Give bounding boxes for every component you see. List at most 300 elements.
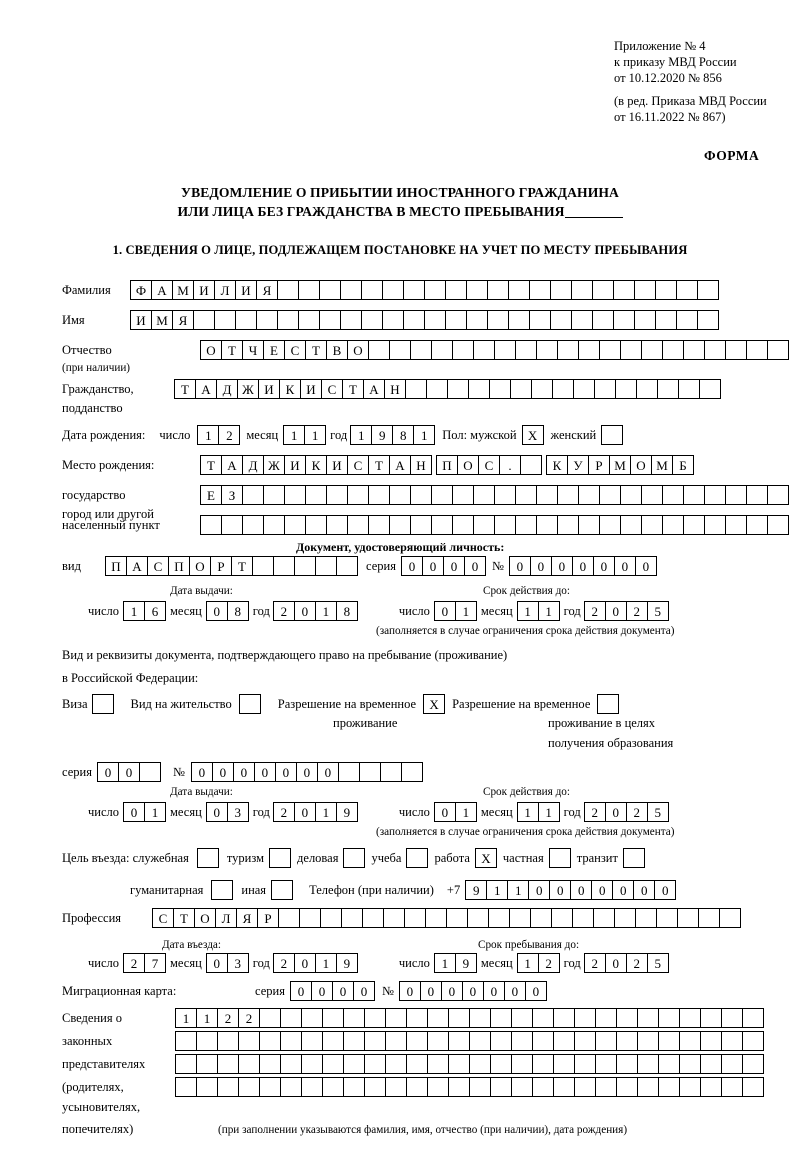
form-cell[interactable]: 0 — [549, 880, 571, 900]
form-cell[interactable] — [613, 280, 635, 300]
form-cell[interactable] — [405, 379, 427, 399]
form-cell[interactable]: 2 — [626, 802, 648, 822]
form-cell[interactable]: 6 — [144, 601, 166, 621]
form-cell[interactable] — [322, 1008, 344, 1028]
form-cell[interactable] — [406, 1054, 428, 1074]
form-cell[interactable] — [662, 515, 684, 535]
form-cell[interactable] — [242, 515, 264, 535]
form-cell[interactable] — [490, 1031, 512, 1051]
form-cell[interactable]: 0 — [353, 981, 375, 1001]
form-cell[interactable] — [658, 1054, 680, 1074]
form-cell[interactable] — [553, 1031, 575, 1051]
purpose-humanitarian-checkbox[interactable] — [211, 880, 233, 900]
form-cell[interactable]: . — [499, 455, 521, 475]
form-cell[interactable] — [431, 485, 453, 505]
form-cell[interactable] — [573, 379, 595, 399]
form-cell[interactable]: Т — [231, 556, 253, 576]
form-cell[interactable] — [315, 556, 337, 576]
form-cell[interactable] — [294, 556, 316, 576]
form-cell[interactable] — [494, 515, 516, 535]
form-cell[interactable] — [494, 340, 516, 360]
form-cell[interactable]: 0 — [530, 556, 552, 576]
form-cell[interactable] — [699, 379, 721, 399]
doc-valid-day-input[interactable] — [434, 601, 476, 621]
sex-female-checkbox[interactable] — [601, 425, 623, 445]
form-cell[interactable] — [697, 310, 719, 330]
form-cell[interactable]: 9 — [336, 802, 358, 822]
doc-type-input[interactable] — [105, 556, 357, 576]
form-cell[interactable] — [511, 1031, 533, 1051]
form-cell[interactable] — [574, 1054, 596, 1074]
form-cell[interactable] — [595, 1031, 617, 1051]
form-cell[interactable] — [326, 485, 348, 505]
form-cell[interactable]: 1 — [144, 802, 166, 822]
form-cell[interactable] — [767, 515, 789, 535]
form-cell[interactable]: К — [279, 379, 301, 399]
form-cell[interactable] — [489, 379, 511, 399]
form-cell[interactable]: 0 — [206, 601, 228, 621]
form-cell[interactable]: 1 — [197, 425, 219, 445]
form-cell[interactable] — [427, 1031, 449, 1051]
form-cell[interactable] — [637, 1031, 659, 1051]
form-cell[interactable] — [277, 280, 299, 300]
form-cell[interactable] — [553, 1054, 575, 1074]
form-cell[interactable]: 0 — [294, 601, 316, 621]
form-cell[interactable]: Т — [174, 379, 196, 399]
form-cell[interactable] — [676, 280, 698, 300]
edu-residence-checkbox[interactable] — [597, 694, 619, 714]
form-cell[interactable]: 0 — [443, 556, 465, 576]
doc-valid-year-input[interactable] — [584, 601, 668, 621]
form-cell[interactable]: 3 — [227, 802, 249, 822]
form-cell[interactable] — [704, 515, 726, 535]
form-cell[interactable] — [467, 908, 489, 928]
form-cell[interactable]: 0 — [635, 556, 657, 576]
form-cell[interactable]: И — [258, 379, 280, 399]
birth-place-city-part1-input[interactable] — [436, 455, 541, 475]
form-cell[interactable] — [238, 1031, 260, 1051]
form-cell[interactable] — [347, 515, 369, 535]
form-cell[interactable] — [305, 485, 327, 505]
form-cell[interactable]: В — [326, 340, 348, 360]
form-cell[interactable]: 0 — [311, 981, 333, 1001]
form-cell[interactable]: И — [235, 280, 257, 300]
form-cell[interactable] — [469, 1031, 491, 1051]
form-cell[interactable] — [322, 1031, 344, 1051]
form-cell[interactable]: М — [609, 455, 631, 475]
form-cell[interactable] — [725, 340, 747, 360]
form-cell[interactable] — [721, 1031, 743, 1051]
form-cell[interactable]: 5 — [647, 802, 669, 822]
form-cell[interactable]: Ж — [237, 379, 259, 399]
form-cell[interactable] — [273, 556, 295, 576]
form-cell[interactable] — [657, 379, 679, 399]
form-cell[interactable]: 7 — [144, 953, 166, 973]
form-cell[interactable] — [259, 1008, 281, 1028]
form-cell[interactable] — [746, 340, 768, 360]
form-cell[interactable] — [361, 310, 383, 330]
form-cell[interactable] — [656, 908, 678, 928]
form-cell[interactable] — [636, 379, 658, 399]
form-cell[interactable]: С — [347, 455, 369, 475]
form-cell[interactable]: 2 — [626, 601, 648, 621]
form-cell[interactable]: С — [147, 556, 169, 576]
form-cell[interactable] — [259, 1031, 281, 1051]
form-cell[interactable]: Д — [216, 379, 238, 399]
form-cell[interactable] — [406, 1008, 428, 1028]
form-cell[interactable] — [406, 1031, 428, 1051]
form-cell[interactable] — [658, 1077, 680, 1097]
form-cell[interactable] — [217, 1054, 239, 1074]
form-cell[interactable]: С — [321, 379, 343, 399]
form-cell[interactable] — [721, 1008, 743, 1028]
form-cell[interactable] — [490, 1077, 512, 1097]
form-cell[interactable]: К — [546, 455, 568, 475]
form-cell[interactable] — [515, 340, 537, 360]
form-cell[interactable] — [578, 340, 600, 360]
form-cell[interactable] — [742, 1077, 764, 1097]
form-cell[interactable]: О — [200, 340, 222, 360]
form-cell[interactable] — [473, 340, 495, 360]
form-cell[interactable] — [448, 1031, 470, 1051]
form-cell[interactable]: 1 — [517, 601, 539, 621]
form-cell[interactable] — [425, 908, 447, 928]
form-cell[interactable] — [553, 1077, 575, 1097]
entry-day-input[interactable] — [123, 953, 165, 973]
form-cell[interactable]: 1 — [486, 880, 508, 900]
form-cell[interactable] — [446, 908, 468, 928]
form-cell[interactable] — [406, 1077, 428, 1097]
purpose-business-checkbox[interactable] — [343, 848, 365, 868]
form-cell[interactable] — [487, 310, 509, 330]
form-cell[interactable] — [700, 1054, 722, 1074]
form-cell[interactable]: 0 — [509, 556, 531, 576]
form-cell[interactable]: Е — [263, 340, 285, 360]
form-cell[interactable] — [299, 908, 321, 928]
form-cell[interactable] — [217, 1077, 239, 1097]
form-cell[interactable] — [595, 1077, 617, 1097]
form-cell[interactable] — [362, 908, 384, 928]
form-cell[interactable]: О — [189, 556, 211, 576]
legal-rep-row3-input[interactable] — [175, 1054, 763, 1074]
form-cell[interactable] — [431, 340, 453, 360]
form-cell[interactable] — [532, 1054, 554, 1074]
form-cell[interactable] — [515, 485, 537, 505]
form-cell[interactable] — [511, 1077, 533, 1097]
form-cell[interactable] — [634, 280, 656, 300]
form-cell[interactable] — [368, 485, 390, 505]
form-cell[interactable] — [196, 1077, 218, 1097]
form-cell[interactable] — [448, 1008, 470, 1028]
form-cell[interactable] — [529, 280, 551, 300]
form-cell[interactable]: М — [651, 455, 673, 475]
form-cell[interactable] — [490, 1008, 512, 1028]
form-cell[interactable]: 0 — [206, 802, 228, 822]
form-cell[interactable] — [322, 1054, 344, 1074]
form-cell[interactable]: К — [305, 455, 327, 475]
form-cell[interactable] — [448, 1054, 470, 1074]
form-cell[interactable]: И — [284, 455, 306, 475]
form-cell[interactable] — [683, 515, 705, 535]
form-cell[interactable]: Р — [588, 455, 610, 475]
form-cell[interactable]: 0 — [191, 762, 213, 782]
form-cell[interactable]: 0 — [441, 981, 463, 1001]
legal-rep-row4-input[interactable] — [175, 1077, 763, 1097]
form-cell[interactable] — [385, 1077, 407, 1097]
form-cell[interactable] — [721, 1077, 743, 1097]
form-cell[interactable]: 1 — [517, 802, 539, 822]
form-cell[interactable] — [301, 1008, 323, 1028]
form-cell[interactable] — [320, 908, 342, 928]
form-cell[interactable] — [531, 379, 553, 399]
form-cell[interactable] — [263, 515, 285, 535]
form-cell[interactable] — [452, 340, 474, 360]
form-cell[interactable] — [677, 908, 699, 928]
form-cell[interactable] — [615, 379, 637, 399]
form-cell[interactable] — [679, 1008, 701, 1028]
form-cell[interactable] — [280, 1077, 302, 1097]
form-cell[interactable]: И — [193, 280, 215, 300]
form-cell[interactable] — [301, 1077, 323, 1097]
form-cell[interactable]: 0 — [612, 880, 634, 900]
form-cell[interactable] — [385, 1031, 407, 1051]
form-cell[interactable] — [700, 1077, 722, 1097]
form-cell[interactable] — [599, 485, 621, 505]
form-cell[interactable]: 0 — [570, 880, 592, 900]
form-cell[interactable]: А — [221, 455, 243, 475]
form-cell[interactable]: 1 — [315, 953, 337, 973]
form-cell[interactable] — [385, 1054, 407, 1074]
stay-until-day-input[interactable] — [434, 953, 476, 973]
form-cell[interactable]: 1 — [455, 802, 477, 822]
form-cell[interactable] — [410, 485, 432, 505]
form-cell[interactable] — [704, 340, 726, 360]
form-cell[interactable]: 1 — [350, 425, 372, 445]
form-cell[interactable] — [725, 485, 747, 505]
form-cell[interactable]: И — [130, 310, 152, 330]
form-cell[interactable]: 0 — [525, 981, 547, 1001]
form-cell[interactable] — [509, 908, 531, 928]
doc-valid-month-input[interactable] — [517, 601, 559, 621]
form-cell[interactable]: П — [105, 556, 127, 576]
form-cell[interactable] — [490, 1054, 512, 1074]
form-cell[interactable]: 1 — [304, 425, 326, 445]
form-cell[interactable] — [599, 515, 621, 535]
form-cell[interactable] — [427, 1077, 449, 1097]
form-cell[interactable] — [447, 379, 469, 399]
form-cell[interactable] — [466, 310, 488, 330]
form-cell[interactable]: Р — [257, 908, 279, 928]
sex-male-checkbox[interactable]: X — [522, 425, 544, 445]
form-cell[interactable]: 0 — [591, 880, 613, 900]
form-cell[interactable]: 1 — [538, 601, 560, 621]
form-cell[interactable] — [578, 485, 600, 505]
form-cell[interactable] — [175, 1077, 197, 1097]
stay-until-month-input[interactable] — [517, 953, 559, 973]
doc-number-input[interactable] — [509, 556, 656, 576]
form-cell[interactable] — [410, 515, 432, 535]
form-cell[interactable] — [746, 485, 768, 505]
form-cell[interactable]: 2 — [273, 953, 295, 973]
form-cell[interactable] — [431, 515, 453, 535]
form-cell[interactable] — [678, 379, 700, 399]
purpose-transit-checkbox[interactable] — [623, 848, 645, 868]
form-cell[interactable] — [655, 310, 677, 330]
form-cell[interactable]: Д — [242, 455, 264, 475]
form-cell[interactable] — [641, 485, 663, 505]
form-cell[interactable] — [280, 1031, 302, 1051]
form-cell[interactable] — [550, 310, 572, 330]
form-cell[interactable]: 1 — [455, 601, 477, 621]
form-cell[interactable]: Н — [384, 379, 406, 399]
permit-valid-month-input[interactable] — [517, 802, 559, 822]
permit-issue-day-input[interactable] — [123, 802, 165, 822]
form-cell[interactable] — [683, 485, 705, 505]
form-cell[interactable] — [662, 485, 684, 505]
form-cell[interactable]: 0 — [434, 802, 456, 822]
doc-issue-month-input[interactable] — [206, 601, 248, 621]
form-cell[interactable] — [536, 515, 558, 535]
form-cell[interactable] — [593, 908, 615, 928]
form-cell[interactable]: А — [389, 455, 411, 475]
form-cell[interactable]: 0 — [296, 762, 318, 782]
form-cell[interactable] — [658, 1031, 680, 1051]
form-cell[interactable]: 1 — [196, 1008, 218, 1028]
form-cell[interactable] — [553, 1008, 575, 1028]
form-cell[interactable]: 2 — [273, 601, 295, 621]
form-cell[interactable]: 0 — [483, 981, 505, 1001]
birth-place-state-input[interactable] — [200, 455, 431, 475]
form-cell[interactable] — [536, 340, 558, 360]
form-cell[interactable] — [364, 1077, 386, 1097]
form-cell[interactable]: А — [151, 280, 173, 300]
form-cell[interactable] — [305, 515, 327, 535]
form-cell[interactable]: 0 — [123, 802, 145, 822]
form-cell[interactable]: 0 — [332, 981, 354, 1001]
form-cell[interactable] — [520, 455, 542, 475]
form-cell[interactable]: У — [567, 455, 589, 475]
form-cell[interactable] — [382, 310, 404, 330]
form-cell[interactable] — [746, 515, 768, 535]
form-cell[interactable]: 9 — [336, 953, 358, 973]
form-cell[interactable]: 0 — [422, 556, 444, 576]
form-cell[interactable] — [139, 762, 161, 782]
form-cell[interactable]: 2 — [217, 1008, 239, 1028]
form-cell[interactable] — [426, 379, 448, 399]
form-cell[interactable]: Ж — [263, 455, 285, 475]
form-cell[interactable] — [641, 340, 663, 360]
form-cell[interactable] — [319, 310, 341, 330]
form-cell[interactable]: А — [363, 379, 385, 399]
form-cell[interactable] — [557, 515, 579, 535]
form-cell[interactable]: 0 — [206, 953, 228, 973]
form-cell[interactable] — [175, 1054, 197, 1074]
form-cell[interactable] — [616, 1054, 638, 1074]
form-cell[interactable]: И — [300, 379, 322, 399]
form-cell[interactable] — [235, 310, 257, 330]
form-cell[interactable] — [284, 485, 306, 505]
form-cell[interactable] — [403, 310, 425, 330]
form-cell[interactable] — [679, 1077, 701, 1097]
form-cell[interactable]: 2 — [273, 802, 295, 822]
form-cell[interactable] — [238, 1077, 260, 1097]
form-cell[interactable]: 8 — [336, 601, 358, 621]
form-cell[interactable]: П — [168, 556, 190, 576]
form-cell[interactable] — [532, 1031, 554, 1051]
form-cell[interactable] — [263, 485, 285, 505]
surname-input[interactable] — [130, 280, 718, 300]
form-cell[interactable] — [676, 310, 698, 330]
form-cell[interactable] — [196, 1054, 218, 1074]
form-cell[interactable]: 0 — [294, 953, 316, 973]
form-cell[interactable] — [508, 310, 530, 330]
form-cell[interactable] — [595, 1054, 617, 1074]
form-cell[interactable] — [200, 515, 222, 535]
purpose-private-checkbox[interactable] — [549, 848, 571, 868]
form-cell[interactable] — [620, 485, 642, 505]
form-cell[interactable] — [557, 340, 579, 360]
form-cell[interactable]: С — [478, 455, 500, 475]
form-cell[interactable]: О — [194, 908, 216, 928]
form-cell[interactable] — [725, 515, 747, 535]
form-cell[interactable] — [767, 340, 789, 360]
form-cell[interactable] — [343, 1054, 365, 1074]
form-cell[interactable] — [679, 1054, 701, 1074]
form-cell[interactable] — [592, 310, 614, 330]
birth-month-input[interactable] — [283, 425, 325, 445]
form-cell[interactable]: 1 — [434, 953, 456, 973]
form-cell[interactable] — [368, 340, 390, 360]
form-cell[interactable]: 0 — [593, 556, 615, 576]
form-cell[interactable] — [515, 515, 537, 535]
form-cell[interactable]: 1 — [413, 425, 435, 445]
form-cell[interactable]: О — [457, 455, 479, 475]
form-cell[interactable] — [637, 1077, 659, 1097]
form-cell[interactable] — [658, 1008, 680, 1028]
form-cell[interactable] — [508, 280, 530, 300]
entry-year-input[interactable] — [273, 953, 357, 973]
form-cell[interactable]: 0 — [254, 762, 276, 782]
form-cell[interactable] — [487, 280, 509, 300]
form-cell[interactable]: 2 — [584, 802, 606, 822]
form-cell[interactable]: 0 — [290, 981, 312, 1001]
form-cell[interactable] — [341, 908, 363, 928]
form-cell[interactable] — [252, 556, 274, 576]
form-cell[interactable]: 1 — [538, 802, 560, 822]
form-cell[interactable] — [410, 340, 432, 360]
purpose-other-checkbox[interactable] — [271, 880, 293, 900]
form-cell[interactable] — [401, 762, 423, 782]
form-cell[interactable] — [298, 280, 320, 300]
form-cell[interactable]: 0 — [605, 953, 627, 973]
form-cell[interactable]: Я — [172, 310, 194, 330]
form-cell[interactable] — [511, 1054, 533, 1074]
form-cell[interactable]: 0 — [420, 981, 442, 1001]
form-cell[interactable] — [616, 1077, 638, 1097]
form-cell[interactable] — [424, 280, 446, 300]
form-cell[interactable]: 5 — [647, 601, 669, 621]
temp-residence-checkbox[interactable]: X — [423, 694, 445, 714]
birth-day-input[interactable] — [197, 425, 239, 445]
form-cell[interactable] — [571, 310, 593, 330]
form-cell[interactable] — [635, 908, 657, 928]
form-cell[interactable]: Т — [173, 908, 195, 928]
birth-year-input[interactable] — [350, 425, 434, 445]
form-cell[interactable] — [326, 515, 348, 535]
purpose-tourism-checkbox[interactable] — [269, 848, 291, 868]
form-cell[interactable]: 5 — [647, 953, 669, 973]
form-cell[interactable] — [445, 280, 467, 300]
